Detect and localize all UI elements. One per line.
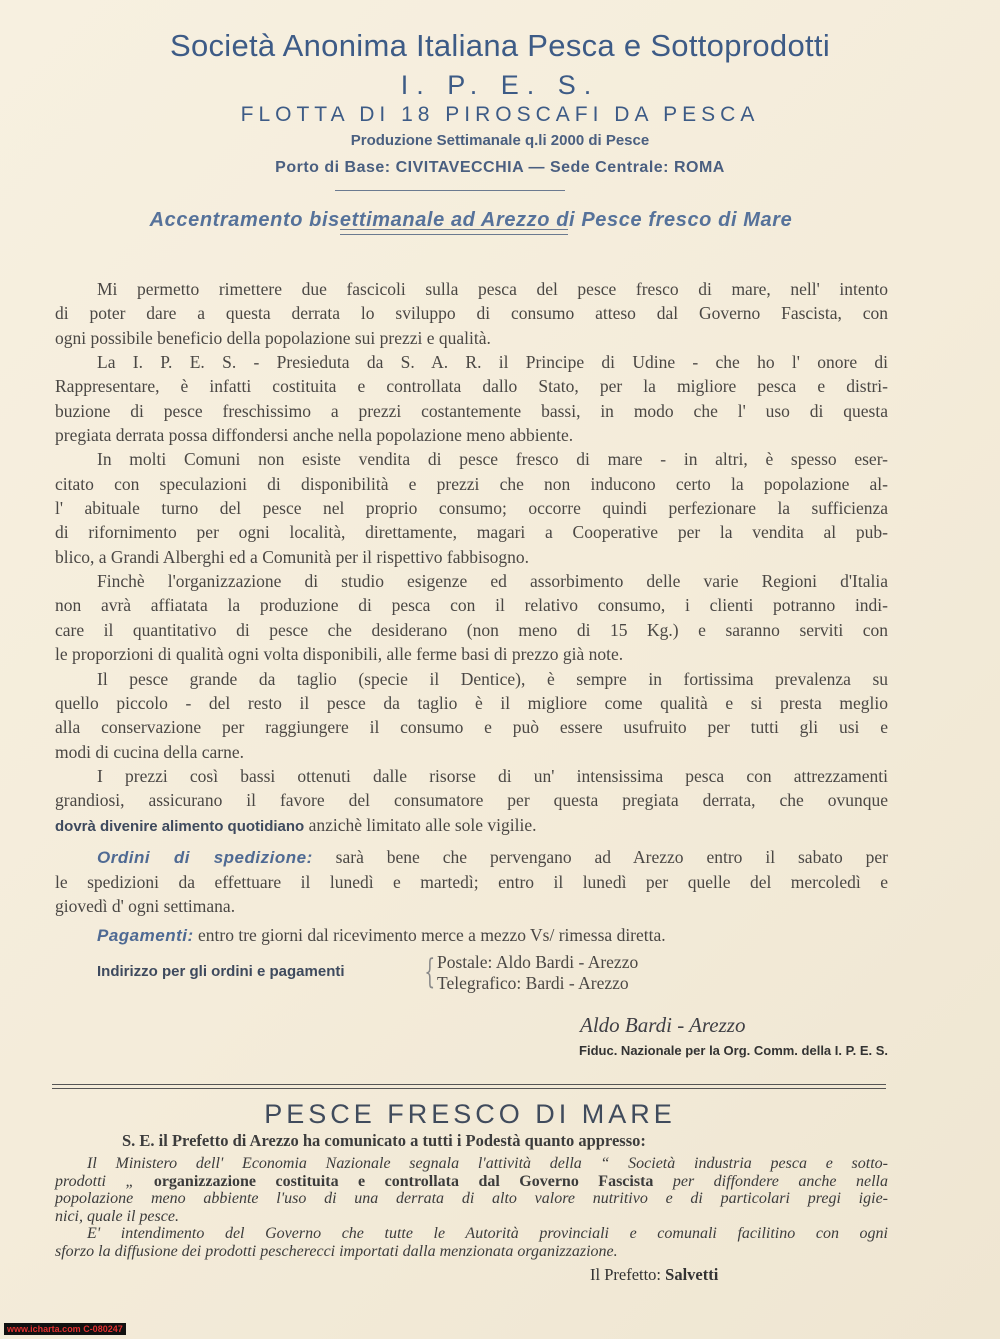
body-line: La I. P. E. S. - Presieduta da S. A. R. il Principe di Udine - che ho l' onore di bbox=[97, 352, 888, 373]
orders-text: sarà bene che pervengano ad Arezzo entro il sabato per bbox=[312, 847, 888, 867]
payments-line bbox=[97, 925, 666, 946]
bottom-line: Il Ministero dell' Economia Nazionale segnala l'attività della “ Società industria pesca e sotto- bbox=[87, 1155, 888, 1172]
emphasis-text: dovrà divenire alimento quotidiano bbox=[55, 817, 305, 835]
prefect-label: Il Prefetto: bbox=[590, 1265, 666, 1284]
bottom-bold-text: organizzazione costituita e controllata dal Governo Fascista bbox=[153, 1172, 654, 1190]
body-line: Rappresentare, è infatti costituita e controllata dallo Stato, per la migliore pesca e distri- bbox=[55, 376, 888, 397]
body-line: ogni possibile beneficio della popolazione sui prezzi e qualità. bbox=[55, 327, 491, 348]
payments-text: entro tre giorni dal ricevimento merce a mezzo Vs/ rimessa diretta. bbox=[193, 925, 666, 945]
fleet-line: FLOTTA DI 18 PIROSCAFI DA PESCA bbox=[240, 103, 760, 126]
body-line: alla conservazione per raggiungere il consumo e può essere usufruito per tutti gli usi e bbox=[55, 717, 888, 738]
bottom-body bbox=[55, 1155, 888, 1261]
body-line: grandiosi, assicurano il favore del consumatore per questa pregiata derrata, che ovunque bbox=[55, 790, 888, 811]
prefect-name: Salvetti bbox=[665, 1265, 719, 1284]
body-line: In molti Comuni non esiste vendita di pesce fresco di mare - in altri, è spesso eser- bbox=[97, 449, 888, 470]
body-line: Finchè l'organizzazione di studio esigenze ed assorbimento delle varie Regioni d'Italia bbox=[97, 571, 888, 592]
body-line bbox=[55, 813, 888, 837]
orders-line bbox=[55, 845, 888, 870]
body-line: care il quantitativo di pesce che desiderano (non meno di 15 Kg.) e saranno serviti con bbox=[55, 619, 888, 640]
body-line: buzione di pesce freschissimo a prezzi costantemente bassi, in modo che l' uso di questa bbox=[55, 400, 888, 421]
bottom-line: sforzo la diffusione dei prodotti pescherecci importati dalla menzionata organizzazione. bbox=[55, 1242, 618, 1260]
letter-body bbox=[55, 277, 888, 837]
orders-paragraph bbox=[55, 845, 888, 919]
address-block bbox=[437, 952, 638, 994]
body-line: modi di cucina della carne. bbox=[55, 741, 245, 762]
orders-line: giovedì d' ogni settimana. bbox=[55, 896, 236, 916]
body-line: I prezzi così bassi ottenuti dalle risorse di un' intensissima pesca con attrezzamenti bbox=[97, 765, 888, 786]
company-acronym: I. P. E. S. bbox=[400, 70, 600, 100]
body-text: anzichè limitato alle sole vigilie. bbox=[304, 814, 537, 835]
company-name: Società Anonima Italiana Pesca e Sottoprodotti bbox=[169, 28, 831, 63]
bottom-line: E' intendimento del Governo che tutte le Autorità provinciali e comunali facilitino con ogni bbox=[87, 1225, 888, 1243]
bottom-title: PESCE FRESCO DI MARE bbox=[264, 1099, 676, 1129]
bottom-line: nici, quale il pesce. bbox=[55, 1207, 179, 1225]
telegraph-address: Telegrafico: Bardi - Arezzo bbox=[437, 973, 629, 993]
payments-lead: Pagamenti: bbox=[97, 926, 194, 945]
body-line: Il pesce grande da taglio (specie il Dentice), è sempre in fortissima prevalenza su bbox=[97, 668, 888, 689]
bottom-line bbox=[55, 1173, 888, 1191]
header-divider bbox=[335, 190, 565, 191]
body-line: blico, a Grandi Alberghi ed a Comunità per il rispettivo fabbisogno. bbox=[55, 546, 530, 567]
body-line: le proporzioni di qualità ogni volta disponibili, alle ferme basi di prezzo già note. bbox=[55, 644, 624, 665]
watermark: www.icharta.com C-080247 bbox=[4, 1323, 126, 1335]
headline-double-rule bbox=[340, 229, 568, 235]
location-line: Porto di Base: CIVITAVECCHIA — Sede Centrale: ROMA bbox=[275, 159, 725, 176]
bottom-line: popolazione meno abbiente l'uso di una derrata di alto valore nutritivo e di particolari pregi igie- bbox=[55, 1190, 888, 1208]
address-label: Indirizzo per gli ordini e pagamenti bbox=[97, 963, 345, 980]
signature: Aldo Bardi - Arezzo bbox=[580, 1013, 746, 1037]
body-line: non avrà affiatata la produzione di pesca con il relativo consumo, i clienti potranno indi- bbox=[55, 595, 888, 616]
body-line: di rifornimento per ogni località, direttamente, magari a Cooperative per la vendita al pub- bbox=[55, 522, 888, 543]
body-line: pregiata derrata possa diffondersi anche nella popolazione meno abbiente. bbox=[55, 425, 574, 446]
headline: Accentramento bisettimanale ad Arezzo di Pesce fresco di Mare bbox=[149, 209, 793, 231]
orders-lead: Ordini di spedizione: bbox=[97, 848, 313, 867]
prefect-signature bbox=[590, 1265, 718, 1285]
signature-title: Fiduc. Nazionale per la Org. Comm. della I. P. E. S. bbox=[579, 1043, 888, 1058]
production-line: Produzione Settimanale q.li 2000 di Pesce bbox=[350, 132, 650, 149]
orders-line: le spedizioni da effettuare il lunedì e martedì; entro il lunedì per quelle del mercoledì e bbox=[55, 871, 888, 892]
bottom-text: per diffondere anche nella bbox=[653, 1172, 888, 1190]
body-line: citato con speculazioni di disponibilità e prezzi che non inducono certo la popolazione al- bbox=[55, 473, 888, 494]
body-line: di poter dare a questa derrata lo sviluppo di consumo atteso dal Governo Fascista, con bbox=[55, 303, 888, 324]
bottom-text: prodotti „ bbox=[55, 1172, 154, 1190]
section-double-rule bbox=[52, 1084, 886, 1089]
bottom-intro: S. E. il Prefetto di Arezzo ha comunicato a tutti i Podestà quanto appresso: bbox=[122, 1131, 646, 1150]
postal-address: Postale: Aldo Bardi - Arezzo bbox=[437, 952, 639, 972]
body-line: quello piccolo - del resto il pesce da taglio è il migliore come qualità e si presta meglio bbox=[55, 692, 888, 713]
body-line: l' abituale turno del pesce nel proprio consumo; occorre quindi perfezionare la sufficienza bbox=[55, 498, 888, 519]
brace-icon: { bbox=[424, 952, 436, 992]
body-line: Mi permetto rimettere due fascicoli sulla pesca del pesce fresco di mare, nell' intento bbox=[97, 279, 888, 299]
